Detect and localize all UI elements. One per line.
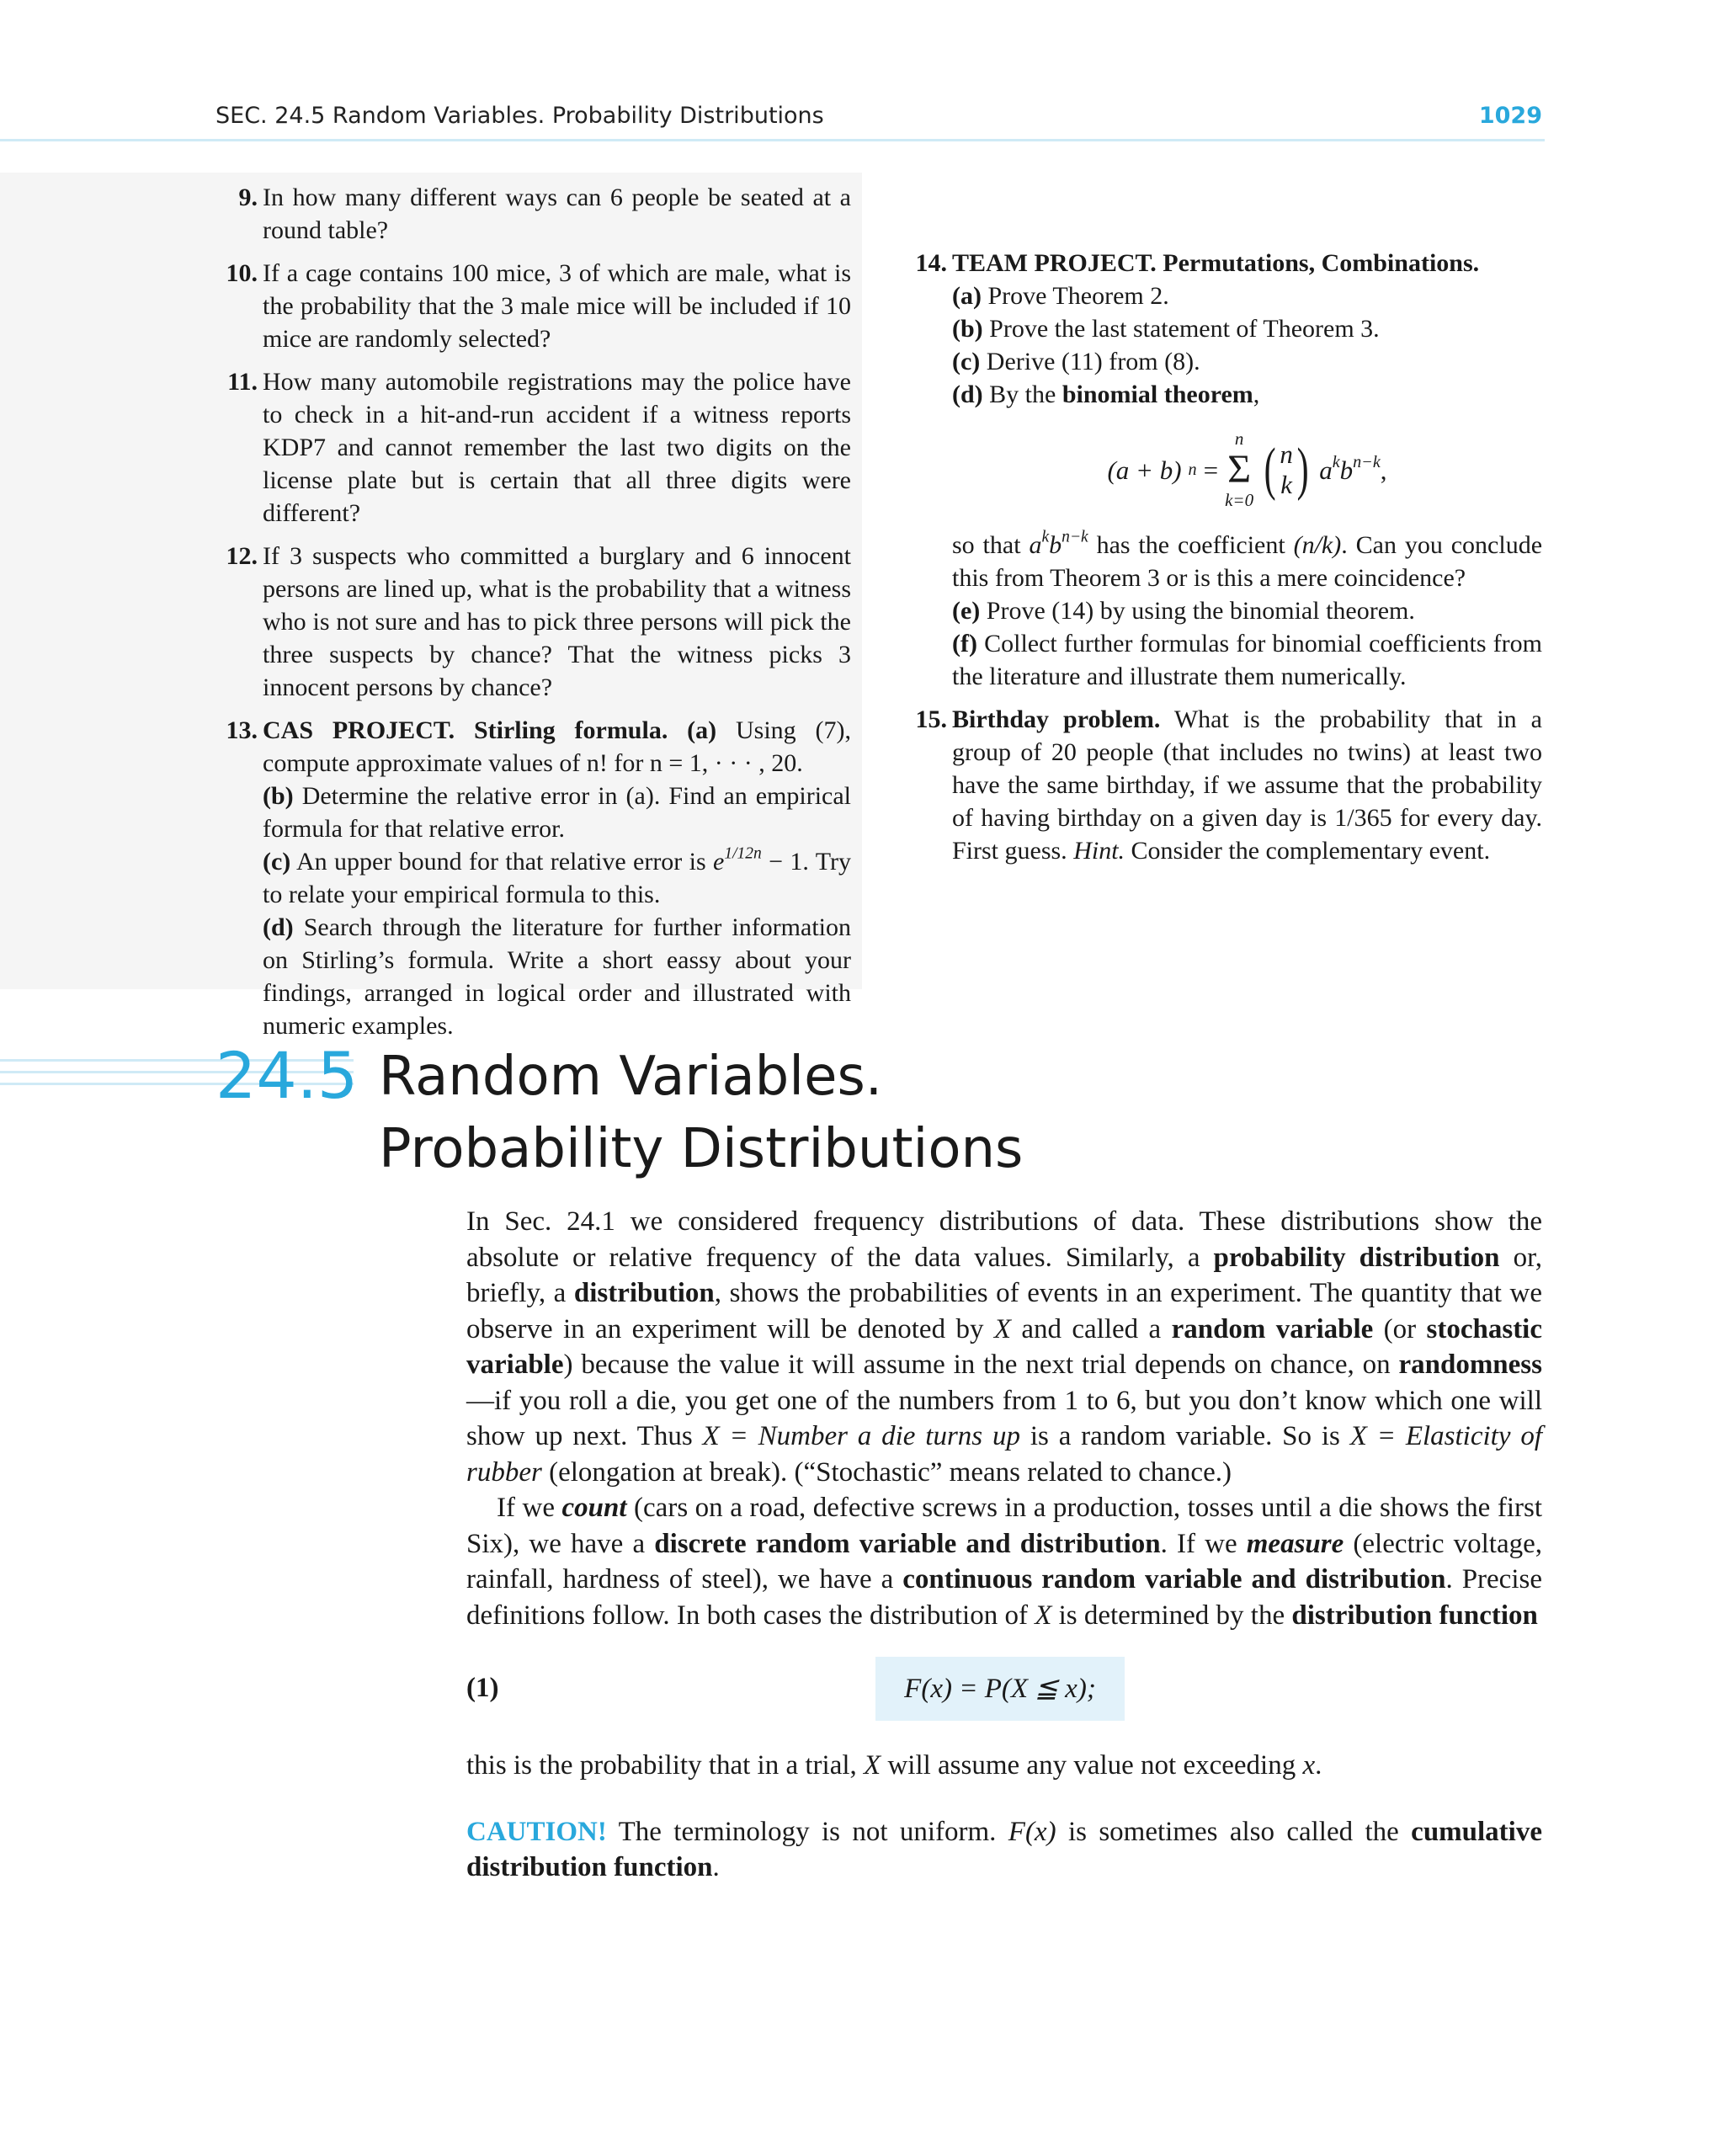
part-text: − 1. Try to relate your empirical formula to this.: [263, 848, 851, 908]
text: is sometimes also called the: [1056, 1816, 1412, 1847]
binom-stack: [1280, 439, 1293, 500]
part-text: Search through the literature for further information on Stirling’s formula. Write a short eassy about your findings, arranged in logical order and illustrated with numeric examples.: [263, 913, 851, 1040]
term-bold: continuous random variable and distribution: [902, 1564, 1446, 1594]
problem-text: In how many different ways can 6 people be seated at a round table?: [263, 184, 851, 244]
problem-14-part-a: [952, 279, 1542, 312]
problem-number: 9.: [238, 184, 258, 211]
text: or, briefly, a: [466, 1242, 1542, 1308]
part-label: (d): [952, 381, 983, 408]
caution-label: CAUTION!: [466, 1816, 607, 1847]
term-bold: discrete random variable and distribution: [654, 1528, 1161, 1559]
equation-number: (1): [466, 1673, 499, 1703]
part-text: By the: [989, 381, 1056, 408]
eq-comma: ,: [1380, 455, 1387, 485]
inline-binomial: (n/k): [1293, 531, 1342, 559]
text: The terminology is not uniform.: [606, 1816, 1008, 1847]
problem-title: CAS PROJECT. Stirling formula.: [263, 716, 668, 744]
math-var: x: [1302, 1750, 1316, 1781]
part-label: (b): [263, 782, 294, 810]
term-exp-k: k: [1041, 528, 1050, 546]
text: and called a: [1011, 1313, 1172, 1344]
part-label: (e): [952, 597, 981, 625]
term-bold: randomness: [1398, 1349, 1542, 1380]
problem-title: TEAM PROJECT. Permutations, Combinations.: [952, 249, 1480, 277]
problem-10: [216, 257, 851, 355]
running-head-section: SEC. 24.5 Random Variables. Probability Distributions: [216, 103, 824, 129]
problem-number: 13.: [226, 716, 258, 744]
text: will assume any value not exceeding: [881, 1750, 1303, 1781]
problem-number: 15.: [915, 705, 947, 733]
term-a: a: [1319, 455, 1333, 485]
term-exp-nk: n−k: [1062, 528, 1088, 546]
part-label: (f): [952, 630, 977, 657]
math-exponent: 1/12n: [724, 844, 762, 863]
section-title-line1: Random Variables.: [379, 1046, 883, 1108]
problem-text: What is the probability that in a group of 20 people (that includes no twins) at least two have the same birthday, if we assume that the probability of having birthday on a given day is 1/365 for every day. First guess.: [952, 705, 1542, 865]
math-expr: X = Elasticity of rubber: [466, 1421, 1542, 1488]
problem-text: If 3 suspects who committed a burglary and 6 innocent persons are lined up, what is the probability that a witness who is not sure and has to pick three persons will pick the three suspects by chance? That the witness picks 3 innocent persons by chance?: [263, 542, 851, 701]
running-head: [216, 103, 1542, 136]
problem-9: [216, 181, 851, 247]
term-exp-k: k: [1332, 452, 1340, 471]
paragraph-caution: [466, 1814, 1542, 1886]
part-text: Prove (14) by using the binomial theorem.: [986, 597, 1415, 625]
text: ) because the value it will assume in the next trial depends on chance, on: [563, 1349, 1399, 1380]
problems-left-column: [216, 181, 851, 1052]
section-body: [466, 1204, 1542, 1886]
text: —if you roll a die, you get one of the numbers from 1 to 6, but you don’t know which one will show up next. Thus: [466, 1385, 1542, 1451]
paragraph-2: [466, 1490, 1542, 1633]
problem-14-part-e: [952, 594, 1542, 627]
section-title: [379, 1041, 1023, 1185]
part-label: (c): [952, 348, 981, 375]
problem-14-part-b: [952, 312, 1542, 345]
math-var: X: [1035, 1600, 1052, 1631]
section-title-line2: Probability Distributions: [379, 1118, 1024, 1180]
sum-lower: k=0: [1225, 490, 1254, 510]
eq-equals: =: [1203, 455, 1219, 485]
text: has the coefficient: [1096, 531, 1285, 559]
term-b: b: [1049, 531, 1062, 559]
equation-box: F(x) = P(X ≦ x);: [875, 1657, 1125, 1721]
problem-14-part-c: [952, 345, 1542, 378]
problem-14-part-d: (d) By the binomial theorem,: [952, 381, 1260, 408]
binom-top: n: [1301, 531, 1315, 559]
hint-label: Hint.: [1073, 837, 1125, 865]
part-label: (b): [952, 315, 983, 343]
term-exp-nk: n−k: [1353, 452, 1381, 471]
problem-15: [905, 703, 1542, 867]
equation-1: [466, 1657, 1542, 1724]
part-text: Prove the last statement of Theorem 3.: [989, 315, 1380, 343]
binomial-coefficient: [1260, 439, 1312, 500]
math-e: e: [713, 848, 725, 876]
text: is a random variable. So is: [1020, 1421, 1350, 1451]
text: . Can you conclude this from Theorem 3 or is this a mere coincidence?: [952, 531, 1543, 592]
problem-number: 12.: [226, 542, 258, 570]
text: , shows the probabilities of events in an experiment. The quantity that we observe in an experiment will be denoted by: [466, 1278, 1542, 1344]
paragraph-3: [466, 1748, 1542, 1784]
part-text: Determine the relative error in (a). Find an empirical formula for that relative error.: [263, 782, 851, 843]
problem-text: How many automobile registrations may the police have to check in a hit-and-run accident if a witness reports KDP7 and cannot remember the last two digits on the license plate but is certain that all three digits were different?: [263, 368, 851, 527]
problem-13: [216, 714, 851, 1042]
math-var: X: [993, 1313, 1011, 1344]
part-text: Using (7), compute approximate values of n! for n = 1, · · · , 20.: [263, 716, 851, 777]
problem-text: Consider the complementary event.: [1131, 837, 1491, 865]
text: . Precise definitions follow. In both cases the distribution of: [466, 1564, 1542, 1631]
math-expr: X = Number a die turns up: [702, 1421, 1020, 1451]
term-a: a: [1029, 531, 1042, 559]
part-label: (c): [263, 848, 291, 876]
text: . If we: [1160, 1528, 1247, 1559]
part-text: Collect further formulas for binomial coefficients from the literature and illustrate them numerically.: [952, 630, 1542, 690]
part-text: Derive (11) from (8).: [986, 348, 1200, 375]
paragraph-1: [466, 1204, 1542, 1490]
text: .: [1315, 1750, 1322, 1781]
problem-13-part-b: [263, 780, 851, 845]
text: If we: [497, 1493, 562, 1523]
text: so that: [952, 531, 1021, 559]
math-expr: F(x): [1008, 1816, 1056, 1847]
term-bold-italic: measure: [1246, 1528, 1344, 1559]
part-label: (d): [263, 913, 294, 941]
text: (or: [1373, 1313, 1427, 1344]
sum-upper: n: [1234, 429, 1244, 449]
right-paren: ): [1296, 437, 1309, 502]
term-bold: distribution: [573, 1278, 715, 1308]
problem-number: 10.: [226, 259, 258, 287]
text: (cars on a road, defective screws in a production, tosses until a die shows the first Six), we have a: [466, 1493, 1542, 1559]
text: this is the probability that in a trial,: [466, 1750, 865, 1781]
term-bold-italic: count: [561, 1493, 627, 1523]
text: (electric voltage, rainfall, hardness of steel), we have a: [466, 1528, 1542, 1594]
part-text: An upper bound for that relative error is: [296, 848, 706, 876]
problem-title: Birthday problem.: [952, 705, 1161, 733]
text: In Sec. 24.1 we considered frequency distributions of data. These distributions show the absolute or relative frequency of the data values. Similarly, a: [466, 1206, 1542, 1273]
text: (elongation at break). (“Stochastic” means related to chance.): [541, 1456, 1232, 1488]
problem-number: 14.: [915, 249, 947, 277]
part-text: Prove Theorem 2.: [987, 282, 1169, 310]
part-label: (a): [952, 282, 982, 310]
part-label: (a): [687, 716, 717, 744]
binomial-theorem-equation: (a + b) n = n Σ k=0 ( n k ) $a^kb^{n-k}$,: [1107, 429, 1387, 510]
summation: [1225, 430, 1253, 509]
problem-11: [216, 365, 851, 530]
problems-right-column: [905, 181, 1542, 877]
eq-lhs: (a + b): [1107, 455, 1182, 485]
term-bold: distribution function: [1291, 1600, 1538, 1631]
term-bold: random variable: [1171, 1313, 1374, 1344]
problem-12: [216, 540, 851, 704]
page-number: 1029: [1478, 103, 1542, 129]
binom-bottom: k: [1280, 470, 1293, 499]
binom-bottom: k: [1321, 531, 1333, 559]
problem-13-part-d: [263, 911, 851, 1042]
section-number: 24.5: [216, 1038, 359, 1113]
term-b: b: [1339, 455, 1354, 485]
problem-14-part-f: [952, 627, 1542, 693]
text: is determined by the: [1051, 1600, 1292, 1631]
binom-top: n: [1280, 439, 1293, 469]
term-bold: probability distribution: [1213, 1242, 1500, 1273]
text: .: [712, 1852, 720, 1882]
eq-term: [1319, 454, 1386, 487]
term-bold: cumulative distribution function: [466, 1816, 1542, 1882]
problem-text: If a cage contains 100 mice, 3 of which are male, what is the probability that the 3 male mice will be included if 10 mice are randomly selected?: [263, 259, 851, 353]
problem-14-after-equation: [952, 529, 1542, 594]
problem-14: [905, 247, 1542, 693]
part-bold: binomial theorem: [1062, 381, 1253, 408]
math-var: X: [864, 1750, 881, 1781]
problem-number: 11.: [227, 368, 258, 396]
left-paren: (: [1264, 437, 1276, 502]
sum-sigma: Σ: [1227, 447, 1252, 492]
header-rule: [0, 139, 1545, 141]
problem-13-part-c: [263, 845, 851, 911]
term-bold: stochastic variable: [466, 1313, 1542, 1380]
